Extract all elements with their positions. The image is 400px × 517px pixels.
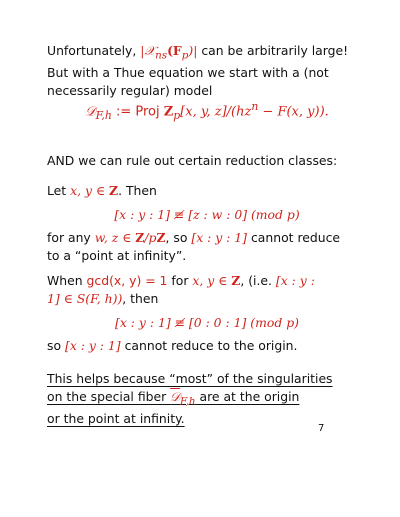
- intro-line-1: [47, 42, 367, 64]
- conclusion-paragraph: [47, 370, 367, 428]
- model-formula: 𝒟$_{F,h}$ := Proj $Z_p[x$, y, $z]/(hz^n - F(x$, y)).: [85, 100, 329, 122]
- intro-line-3: necessarily regular) model: [47, 83, 213, 99]
- let-line: Let x, y ∈ Z. Then: [47, 183, 157, 198]
- intro-text: Unfortunately,: [47, 43, 141, 58]
- intro-paragraph: [47, 42, 367, 100]
- origin-paragraph: [47, 272, 367, 355]
- component-group-formula: $|𝒳_{ns}(F_p)|$: [140, 43, 198, 62]
- infinity-paragraph: [47, 182, 367, 265]
- page-number: 7: [318, 423, 325, 434]
- intro-text-end: can be arbitrarily large!: [197, 43, 349, 58]
- when-line-2: 1] ∈ S(F, h)), then: [47, 291, 159, 306]
- infinity-line: to a “point at infinity”.: [47, 248, 187, 263]
- origin-congruence: [x : y : 1] ≢ [0 : 0 : 1] (mod p): [115, 315, 299, 330]
- origin-line: so [x : y : 1] cannot reduce to the origin.: [47, 338, 298, 353]
- conclusion-line-2: on the special fiber 𝒟$_{F,h}$ are at the origin: [47, 389, 300, 408]
- infinity-congruence: [x : y : 1] ≢ [z : w : 0] (mod p): [114, 207, 300, 222]
- intro-line-2: But with a Thue equation we start with a (not: [47, 65, 329, 81]
- for-any-line: for any w, z ∈ Z/pZ, so [x : y : 1] cannot reduce: [47, 230, 341, 245]
- conclusion-line-3: or the point at infinity.: [47, 411, 185, 427]
- when-line: When gcd(x, y) = 1 for x, y ∈ Z, (i.e. [x : y :: [47, 273, 315, 288]
- conclusion-line-1: This helps because “most” of the singularities: [47, 371, 333, 386]
- reduction-classes-heading: AND we can rule out certain reduction classes:: [47, 153, 338, 168]
